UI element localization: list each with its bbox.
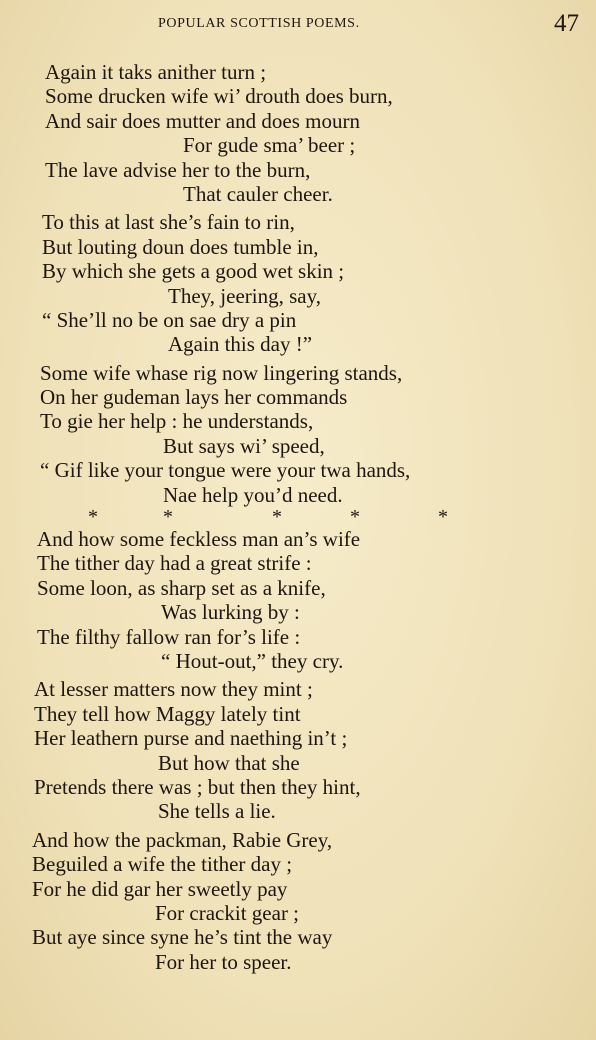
stanza bbox=[0, 210, 596, 356]
poem-line: For her to speer. bbox=[155, 949, 292, 974]
poem-line: But louting doun does tumble in, bbox=[42, 234, 319, 259]
poem-line: That cauler cheer. bbox=[183, 181, 333, 206]
poem-line: To this at last she’s fain to rin, bbox=[42, 210, 295, 235]
star-ornament: * bbox=[163, 506, 173, 529]
poem-line: At lesser matters now they mint ; bbox=[34, 677, 313, 702]
poem-line: And how some feckless man an’s wife bbox=[37, 527, 361, 552]
poem-line: Her leathern purse and naething in’t ; bbox=[34, 726, 348, 751]
poem-line: The tither day had a great strife : bbox=[37, 551, 312, 576]
poem-line: For he did gar her sweetly pay bbox=[32, 876, 288, 901]
star-ornament: * bbox=[350, 506, 360, 529]
poem-line: “ Gif like your tongue were your twa hands, bbox=[40, 458, 411, 483]
section-break-stars bbox=[0, 507, 596, 527]
poem-line: By which she gets a good wet skin ; bbox=[42, 259, 345, 284]
poem-line: Some wife whase rig now lingering stands, bbox=[40, 360, 403, 385]
page-header bbox=[0, 12, 596, 40]
stanza bbox=[0, 361, 596, 507]
poem bbox=[0, 60, 596, 978]
poem-line: And sair does mutter and does mourn bbox=[45, 108, 360, 133]
poem-line: Again this day !” bbox=[168, 332, 313, 357]
poem-line: But aye since syne he’s tint the way bbox=[32, 925, 333, 950]
poem-line: They, jeering, say, bbox=[168, 283, 321, 308]
poem-line: And how the packman, Rabie Grey, bbox=[32, 827, 333, 852]
star-ornament: * bbox=[272, 506, 282, 529]
stanza bbox=[0, 60, 596, 206]
poem-line: They tell how Maggy lately tint bbox=[34, 701, 301, 726]
poem-line: To gie her help : he understands, bbox=[40, 409, 314, 434]
star-ornament: * bbox=[88, 506, 98, 529]
poem-line: But says wi’ speed, bbox=[163, 433, 325, 458]
poem-line: Some loon, as sharp set as a knife, bbox=[37, 575, 326, 600]
poem-line: Was lurking by : bbox=[161, 600, 300, 625]
stanza bbox=[0, 677, 596, 823]
poem-line: Beguiled a wife the tither day ; bbox=[32, 852, 293, 877]
poem-line: Pretends there was ; but then they hint, bbox=[34, 774, 361, 799]
poem-line: “ Hout-out,” they cry. bbox=[161, 648, 344, 673]
poem-line: For gude sma’ beer ; bbox=[183, 133, 356, 158]
poem-line: Nae help you’d need. bbox=[163, 482, 343, 507]
running-head: POPULAR SCOTTISH POEMS. bbox=[158, 16, 360, 31]
poem-line: “ She’ll no be on sae dry a pin bbox=[42, 307, 297, 332]
poem-line: On her gudeman lays her commands bbox=[40, 385, 348, 410]
poem-line: But how that she bbox=[158, 750, 300, 775]
stanza bbox=[0, 527, 596, 673]
poem-line: Some drucken wife wi’ drouth does burn, bbox=[45, 84, 393, 109]
poem-line: She tells a lie. bbox=[158, 799, 276, 824]
page-number: 47 bbox=[554, 10, 579, 37]
poem-line: The filthy fallow ran for’s life : bbox=[37, 624, 301, 649]
poem-line: For crackit gear ; bbox=[155, 900, 300, 925]
stanza bbox=[0, 828, 596, 974]
star-ornament: * bbox=[438, 506, 448, 529]
poem-line: The lave advise her to the burn, bbox=[45, 157, 311, 182]
poem-line: Again it taks anither turn ; bbox=[45, 60, 267, 84]
